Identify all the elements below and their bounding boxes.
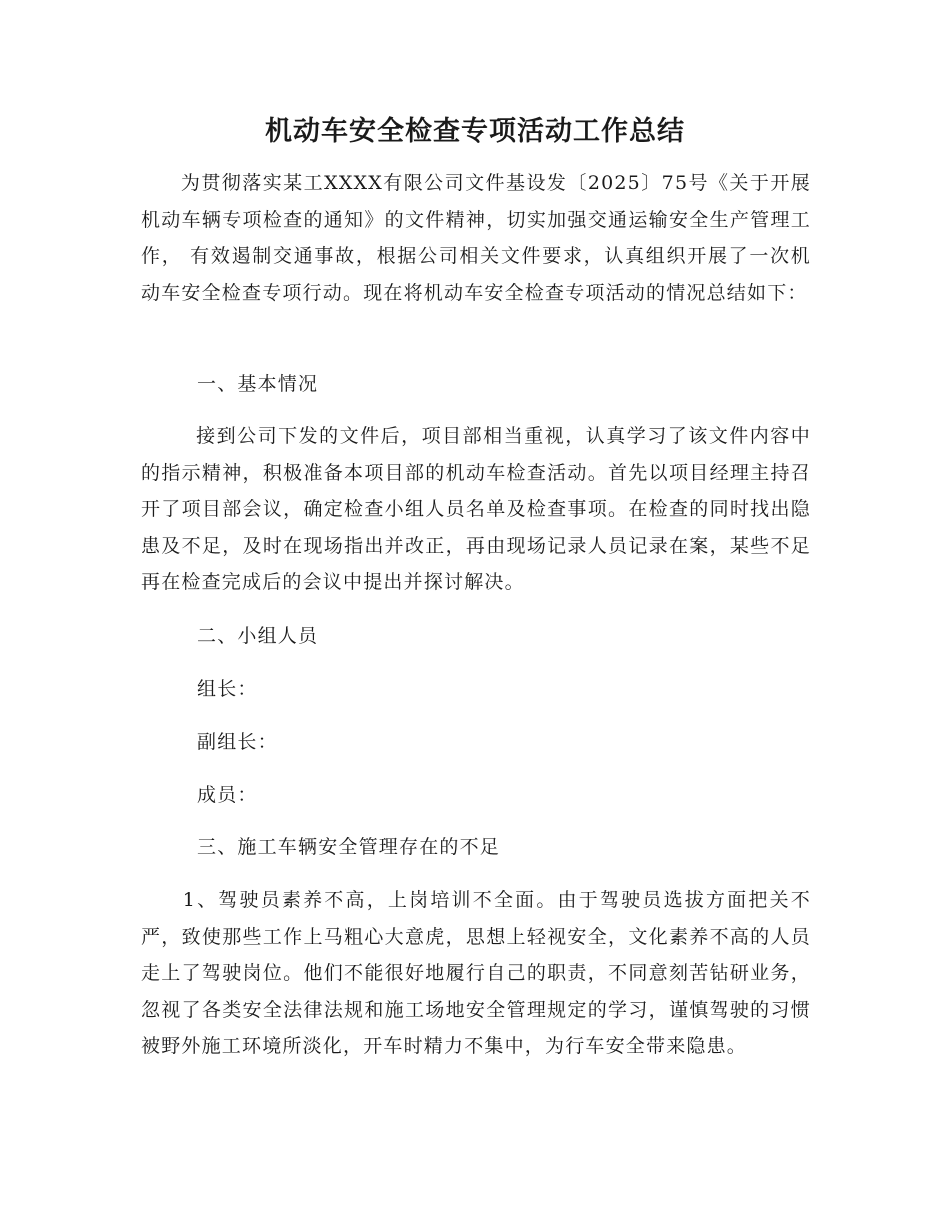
team-leader-label: 组长： [197,678,258,700]
section-heading-team-members: 二、小组人员 [197,625,319,647]
deficiency-item-1: 1、驾驶员素养不高，上岗培训不全面。由于驾驶员选拔方面把关不严，致使那些工作上马粗心大意虎，思想上轻视安全，文化素养不高的人员走上了驾驶岗位。他们不能很好地履行自己的职责，不同意刻苦钻研业务，忽视了各类安全法律法规和施工场地安全管理规定的学习，谨慎驾驶的习惯被野外施工环境所淡化，开车时精力不集中，为行车安全带来隐患。 [141,889,811,1057]
basic-situation-paragraph: 接到公司下发的文件后，项目部相当重视，认真学习了该文件内容中的指示精神，积极准备本项目部的机动车检查活动。首先以项目经理主持召开了项目部会议，确定检查小组人员名单及检查事项。在检查的同时找出隐患及不足，及时在现场指出并改正，再由现场记录人员记录在案，某些不足再在检查完成后的会议中提出并探讨解决。 [141,425,811,593]
section-heading-deficiencies: 三、施工车辆安全管理存在的不足 [197,836,501,858]
members-label: 成员： [197,784,258,806]
intro-paragraph: 为贯彻落实某工XXXX有限公司文件基设发〔2025〕75号《关于开展机动车辆专项检查的通知》的文件精神，切实加强交通运输安全生产管理工作， 有效遏制交通事故，根据公司相关文件要求，认真组织开展了一次机动车安全检查专项行动。现在将机动车安全检查专项活动的情况总结如下： [141,172,811,304]
deputy-leader-label: 副组长： [197,731,278,753]
page-title: 机动车安全检查专项活动工作总结 [265,116,685,147]
section-heading-basic-situation: 一、基本情况 [197,373,319,395]
